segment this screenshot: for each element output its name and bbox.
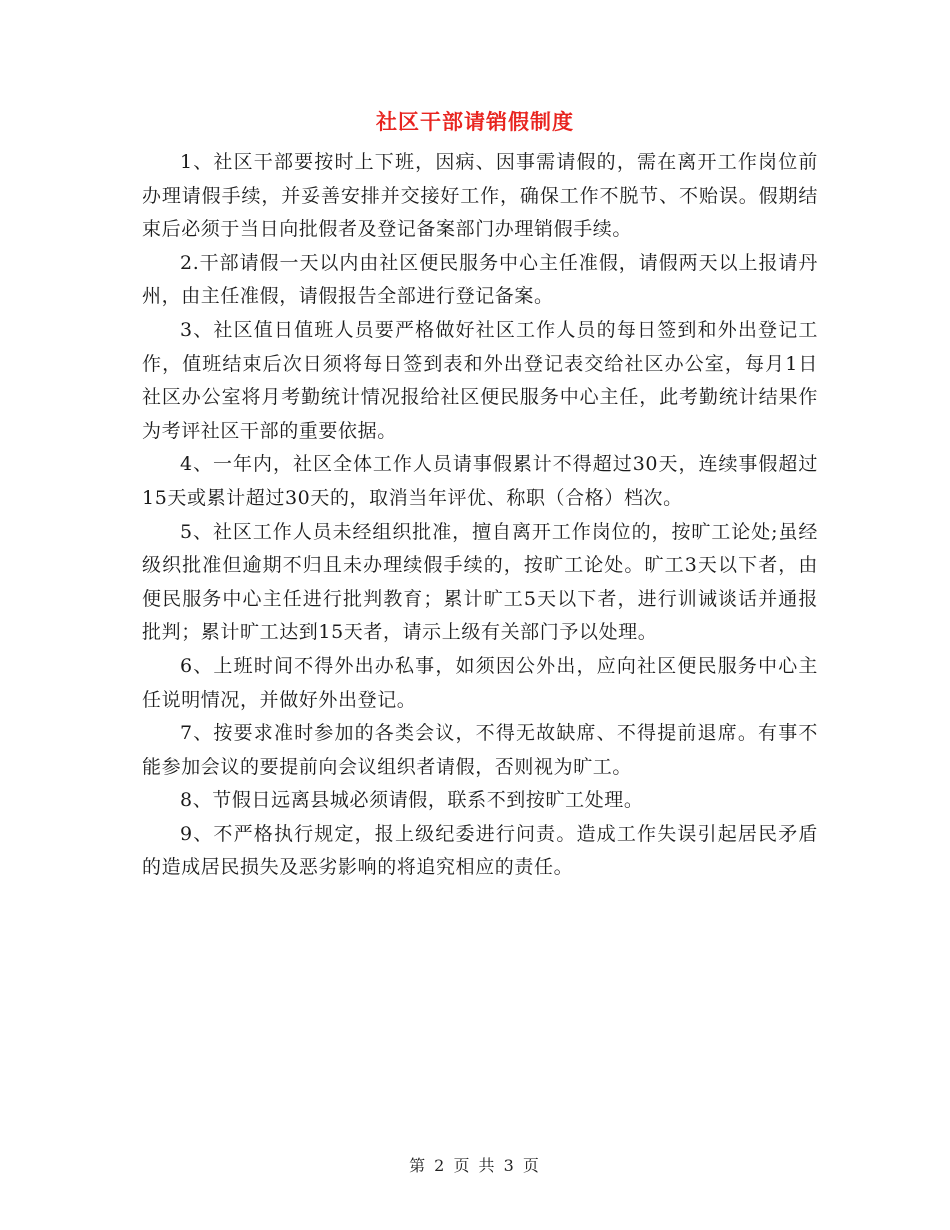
document-body [142, 146, 818, 885]
paragraph-7: 7、按要求准时参加的各类会议，不得无故缺席、不得提前退席。有事不能参加会议的要提前向会议组织者请假，否则视为旷工。 [142, 722, 818, 778]
paragraph-2: 2.干部请假一天以内由社区便民服务中心主任准假，请假两天以上报请丹州，由主任准假，请假报告全部进行登记备案。 [142, 251, 818, 308]
document-title: 社区干部请销假制度 [376, 109, 574, 134]
paragraph-3: 3、社区值日值班人员要严格做好社区工作人员的每日签到和外出登记工作，值班结束后次日须将每日签到表和外出登记表交给社区办公室，每月1日社区办公室将月考勤统计情况报给社区便民服务中心主任，此考勤统计结果作为考评社区干部的重要依据。 [142, 318, 818, 442]
page-number-footer: 第 2 页 共 3 页 [409, 1156, 541, 1175]
paragraph-4: 4、一年内，社区全体工作人员请事假累计不得超过30天，连续事假超过15天或累计超过30天的，取消当年评优、称职（合格）档次。 [142, 453, 818, 509]
paragraph-8: 8、节假日远离县城必须请假，联系不到按旷工处理。 [180, 789, 644, 812]
paragraph-5: 5、社区工作人员未经组织批准，擅自离开工作岗位的，按旷工论处;虽经级织批准但逾期不归且未办理续假手续的，按旷工论处。旷工3天以下者，由便民服务中心主任进行批判教育；累计旷工5天以下者，进行训诫谈话并通报批判；累计旷工达到15天者，请示上级有关部门予以处理。 [142, 520, 818, 644]
paragraph-1: 1、社区干部要按时上下班，因病、因事需请假的，需在离开工作岗位前办理请假手续，并妥善安排并交接好工作，确保工作不脱节、不贻误。假期结束后必须于当日向批假者及登记备案部门办理销假手续。 [142, 151, 818, 241]
paragraph-9: 9、不严格执行规定，报上级纪委进行问责。造成工作失误引起居民矛盾的造成居民损失及恶劣影响的将追究相应的责任。 [142, 822, 818, 879]
paragraph-6: 6、上班时间不得外出办私事，如须因公外出，应向社区便民服务中心主任说明情况，并做好外出登记。 [142, 654, 818, 711]
